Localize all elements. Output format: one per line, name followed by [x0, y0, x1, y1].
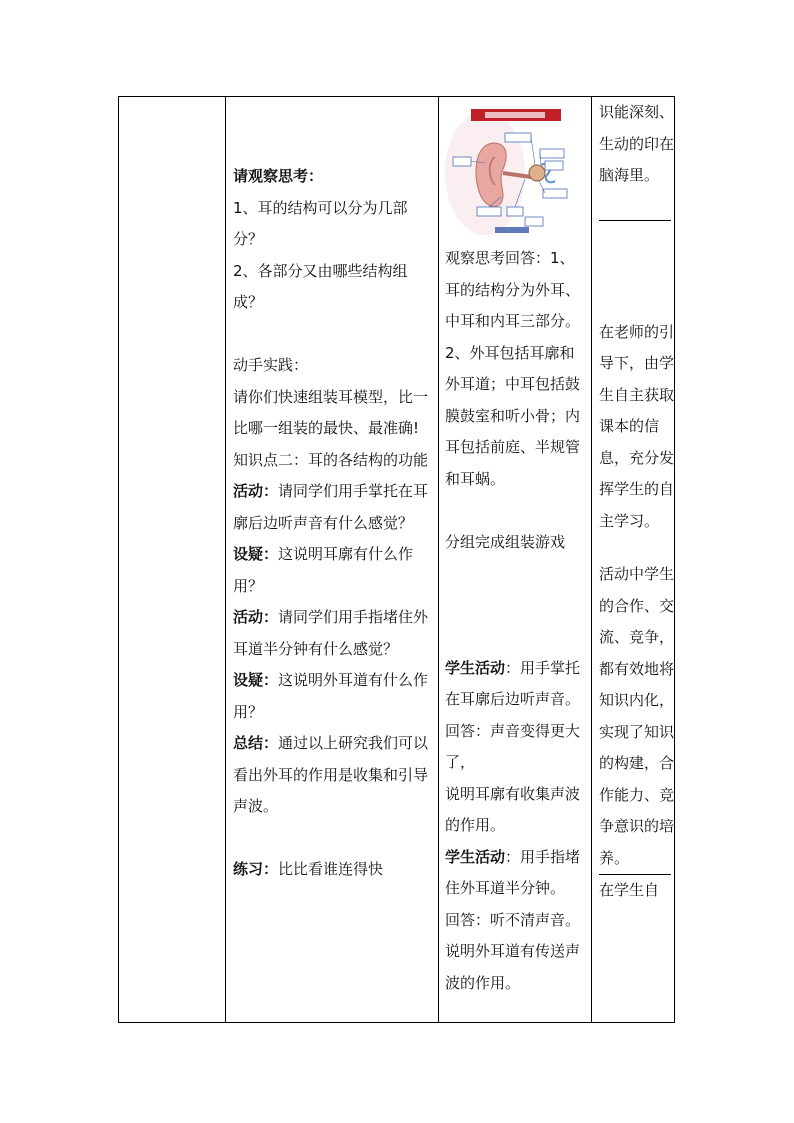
student-explanation-1: 说明耳廓有收集声波的作用。 — [445, 784, 581, 834]
intent-3: 活动中学生的合作、交流、竞争，都有效地将知识内化，实现了知识的构建，合作能力、竞争意识的培养。 — [599, 565, 675, 867]
student-answer-1: 回答：声音变得更大了， — [445, 721, 581, 771]
question-prompt-1: 设疑：这说明耳廓有什么作用？ — [233, 545, 414, 595]
practice-title: 动手实践： — [233, 356, 309, 374]
practice-text: 请你们快速组装耳模型，比一比哪一组装的最快、最准确! — [233, 387, 429, 437]
question-prompt-2: 设疑：这说明外耳道有什么作用？ — [233, 671, 429, 721]
student-explanation-2: 说明外耳道有传送声波的作用。 — [445, 942, 581, 992]
summary: 总结：通过以上研究我们可以看出外耳的作用是收集和引导声波。 — [233, 734, 429, 815]
ear-structure-diagram — [445, 103, 575, 237]
student-answer-2: 回答：听不清声音。 — [445, 910, 581, 929]
activity-1: 活动：请同学们用手掌托在耳廓后边听声音有什么感觉？ — [233, 482, 429, 532]
intent-2: 在老师的引导下，由学生自主获取课本的信息，充分发挥学生的自主学习。 — [599, 322, 675, 530]
student-activity-2: 学生活动：用手指堵住外耳道半分钟。 — [445, 847, 581, 897]
teacher-activity-column — [226, 97, 439, 1022]
lesson-table — [118, 96, 675, 1023]
observe-heading: 请观察思考： — [233, 167, 324, 185]
design-intent-column — [592, 97, 676, 1022]
ear-diagram-image — [445, 103, 575, 237]
student-activity-1: 学生活动：用手掌托在耳廓后边听声音。 — [445, 658, 581, 708]
student-activity-column — [439, 97, 592, 1022]
group-game: 分组完成组装游戏 — [445, 532, 566, 551]
intent-1: 识能深刻、生动的印在脑海里。 — [599, 103, 675, 184]
intent-4: 在学生自 — [599, 881, 660, 899]
answer-2: 2、外耳包括耳廓和外耳道；中耳包括鼓膜鼓室和听小骨；内耳包括前庭、半规管和耳蜗。 — [445, 343, 581, 488]
question-1: 1、耳的结构可以分为几部分？ — [233, 198, 408, 248]
exercise: 练习：比比看谁连得快 — [233, 860, 384, 878]
answer-1: 观察思考回答：1、耳的结构分为外耳、中耳和内耳三部分。 — [445, 249, 581, 330]
question-2: 2、各部分又由哪些结构组成？ — [233, 261, 408, 311]
knowledge-point-2: 知识点二：耳的各结构的功能 — [233, 450, 429, 469]
activity-2: 活动：请同学们用手指堵住外耳道半分钟有什么感觉？ — [233, 608, 429, 658]
